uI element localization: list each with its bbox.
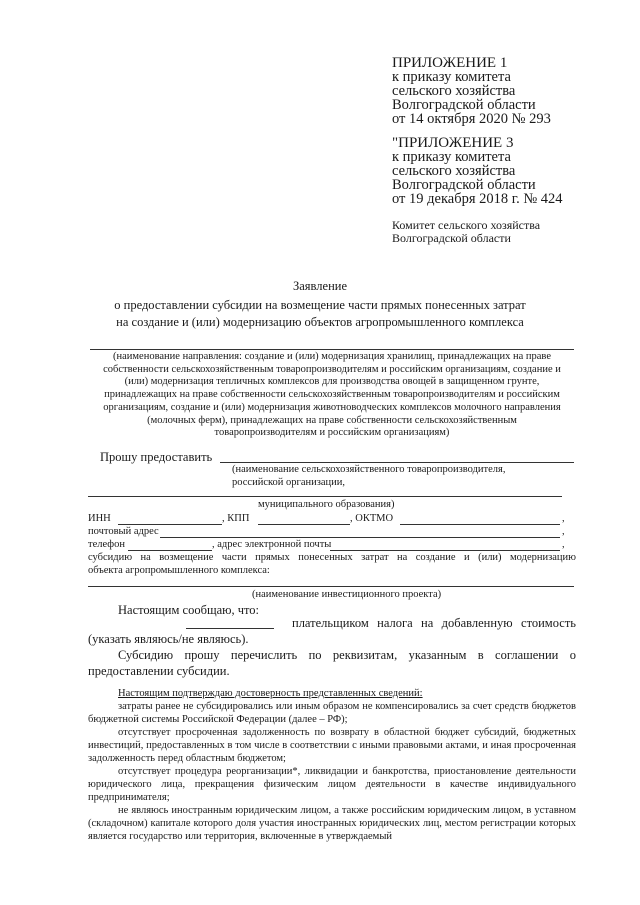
addressee-line: Волгоградской области bbox=[392, 231, 511, 245]
inn-field[interactable] bbox=[118, 524, 222, 525]
header-line: сельского хозяйства bbox=[392, 163, 516, 179]
inn-label: ИНН bbox=[88, 513, 111, 524]
email-comma: , bbox=[562, 539, 565, 550]
inn-row-comma: , bbox=[562, 513, 565, 524]
phone-field[interactable] bbox=[128, 550, 212, 551]
postal-comma: , bbox=[562, 526, 565, 537]
header-line: от 19 декабря 2018 г. № 424 bbox=[392, 191, 563, 207]
hint-line: собственности сельскохозяйственным товаропроизводителям и российским организациям, создание и bbox=[103, 363, 561, 375]
header-line: ПРИЛОЖЕНИЕ 1 bbox=[392, 55, 508, 71]
hint-line: (наименование направления: создание и (или) модернизация хранилищ, принадлежащих на праве bbox=[113, 351, 551, 362]
vat-status-field[interactable] bbox=[186, 628, 274, 629]
hint-line: товаропроизводителям и российским организациям) bbox=[214, 427, 450, 439]
municipality-hint: муниципального образования) bbox=[258, 499, 395, 510]
subsidy-purpose: субсидию на возмещение части прямых понесенных затрат на создание и (или) модернизацию bbox=[88, 552, 576, 563]
hint-line: (молочных ферм), принадлежащих на праве собственности сельскохозяйственным bbox=[147, 414, 517, 426]
kpp-field[interactable] bbox=[258, 524, 350, 525]
applicant-name-line[interactable] bbox=[220, 462, 574, 463]
confirm-item: отсутствует процедура реорганизации*, ликвидации и банкротства, приостановление деятельности юридического лица, прекращения физическим лицом деятельности в качестве индивидуального предпринимателя; bbox=[88, 766, 576, 803]
email-field[interactable] bbox=[330, 550, 560, 551]
transfer-text-2: предоставлении субсидии. bbox=[88, 664, 230, 678]
hint-line: (или) модернизация тепличных комплексов для производства овощей в защищенном грунте, bbox=[124, 376, 540, 388]
document-title: Заявление bbox=[292, 279, 347, 293]
applicant-hint: (наименование сельскохозяйственного товаропроизводителя, bbox=[232, 464, 506, 475]
addressee-line: Комитет сельского хозяйства bbox=[392, 218, 541, 232]
request-label: Прошу предоставить bbox=[100, 450, 213, 464]
header-line: Волгоградской области bbox=[392, 177, 536, 193]
header-line: "ПРИЛОЖЕНИЕ 3 bbox=[392, 135, 514, 151]
header-line: Волгоградской области bbox=[392, 97, 536, 113]
appendix-3-header bbox=[392, 136, 563, 206]
header-line: сельского хозяйства bbox=[392, 83, 516, 99]
applicant-name-line-2[interactable] bbox=[88, 496, 562, 497]
email-label: , адрес электронной почты bbox=[212, 539, 332, 550]
project-hint: (наименование инвестиционного проекта) bbox=[252, 589, 442, 600]
oktmo-label: , ОКТМО bbox=[350, 513, 394, 524]
oktmo-field[interactable] bbox=[400, 524, 560, 525]
kpp-label: , КПП bbox=[222, 513, 250, 524]
header-line: к приказу комитета bbox=[392, 69, 511, 85]
appendix-1-header bbox=[392, 56, 551, 126]
transfer-text: Субсидию прошу перечислить по реквизитам, указанным в соглашении о bbox=[118, 648, 576, 662]
confirm-item: отсутствует просроченная задолженность по возврату в областной бюджет субсидий, бюджетных инвестиций, предоставленных в том числе в соответствии с иными правовыми актами, и иная просроченная задолженность перед областным бюджетом; bbox=[88, 727, 576, 764]
postal-label: почтовый адрес bbox=[88, 526, 159, 537]
hint-line: принадлежащих на праве собственности сельскохозяйственным товаропроизводителям и российским bbox=[104, 389, 560, 401]
confirm-item: затраты ранее не субсидировались или иным образом не компенсировались за счет средств бюджетов бюджетной системы Российской Федерации (далее – РФ); bbox=[88, 701, 576, 725]
subtitle-line: на создание и (или) модернизацию объектов агропромышленного комплекса bbox=[116, 315, 524, 329]
addressee bbox=[392, 219, 540, 245]
confirm-item: не являюсь иностранным юридическим лицом, а также российским юридическим лицом, в уставном (складочном) капитале которого доля участия иностранных юридических лиц, местом регистрации которых является государство или территория, включенные в утверждаемый bbox=[88, 805, 576, 842]
header-line: к приказу комитета bbox=[392, 149, 511, 165]
hint-line: организациям, создание и (или) модернизация животноводческих комплексов молочного направления bbox=[103, 401, 561, 413]
vat-hint: (указать являюсь/не являюсь). bbox=[88, 632, 249, 646]
subsidy-purpose-2: объекта агропромышленного комплекса: bbox=[88, 565, 270, 576]
applicant-hint: российской организации, bbox=[232, 477, 346, 488]
direction-input-line[interactable] bbox=[90, 349, 574, 350]
project-name-line[interactable] bbox=[88, 586, 574, 587]
document-subtitle bbox=[0, 297, 640, 331]
direction-hint bbox=[88, 351, 576, 440]
postal-field[interactable] bbox=[160, 537, 560, 538]
phone-label: телефон bbox=[88, 539, 125, 550]
notice-intro: Настоящим сообщаю, что: bbox=[118, 603, 260, 617]
header-line: от 14 октября 2020 № 293 bbox=[392, 111, 551, 127]
vat-payer-text: плательщиком налога на добавленную стоимость bbox=[292, 616, 576, 630]
subtitle-line: о предоставлении субсидии на возмещение части прямых понесенных затрат bbox=[114, 298, 526, 312]
confirm-heading: Настоящим подтверждаю достоверность представленных сведений: bbox=[118, 688, 423, 699]
